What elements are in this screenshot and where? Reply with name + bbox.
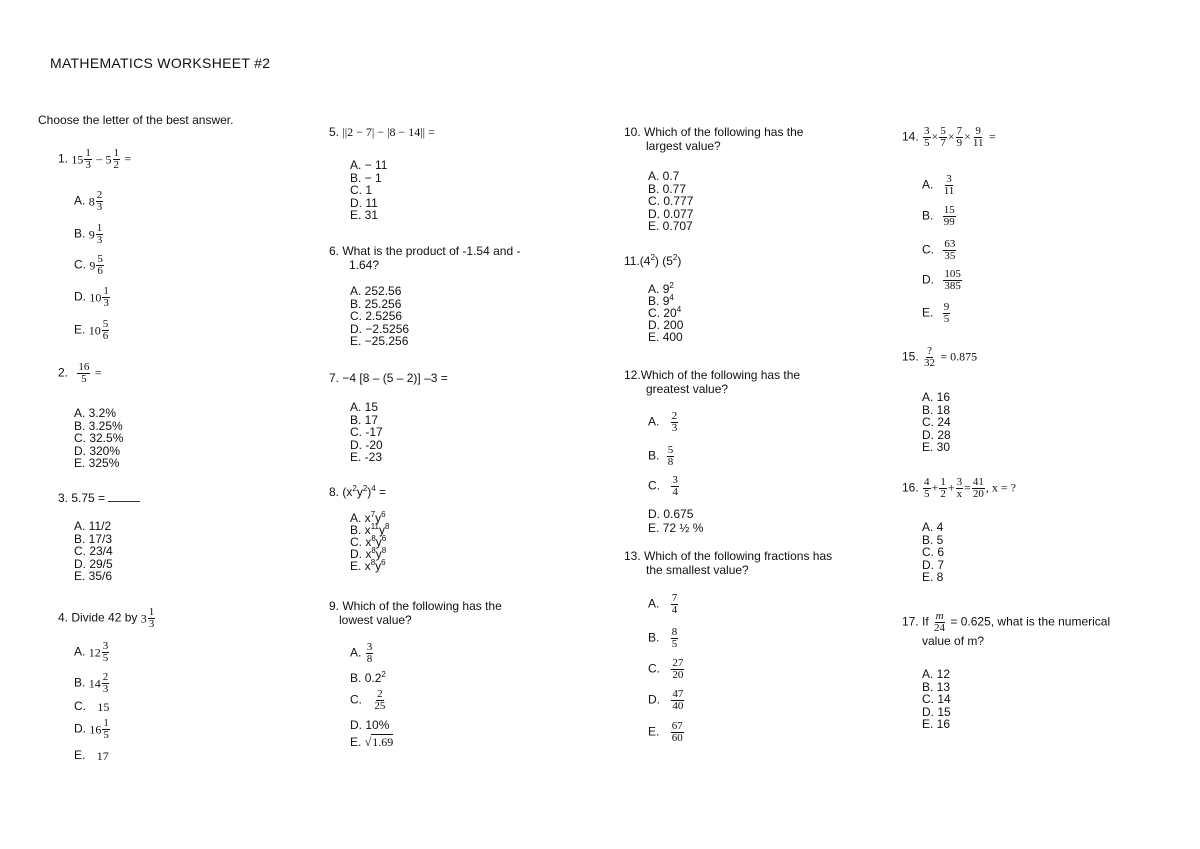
q4-option-c[interactable]: C. 15 xyxy=(74,699,110,714)
q3-option-d[interactable]: D. 29/5 xyxy=(74,556,113,571)
q1-option-a[interactable]: A. 8 $\frac{2}{3}$ xyxy=(74,189,103,213)
q9-option-a[interactable]: A. $\frac{3}{8}$ xyxy=(350,641,373,665)
q14-option-d[interactable]: D. $\frac{105}{385}$ xyxy=(922,268,961,292)
q17-option-d[interactable]: D. 15 xyxy=(922,704,951,719)
q12-option-e[interactable]: E. 72 ½ % xyxy=(648,521,704,535)
q10-options xyxy=(648,170,693,233)
question-5: 5. ||2 − 7| − |8 − 14|| = xyxy=(329,125,435,139)
q3-option-c[interactable]: C. 23/4 xyxy=(74,544,113,558)
q13-option-b[interactable]: B. $\frac{8}{5}$ xyxy=(648,626,678,650)
q7-option-c[interactable]: C. -17 xyxy=(350,425,383,439)
q8-option-c[interactable]: C. $x^8y^6$ xyxy=(350,534,387,549)
q10-option-c[interactable]: C. 0.777 xyxy=(648,194,694,208)
q17-option-e[interactable]: E. 16 xyxy=(922,717,951,731)
q15-options xyxy=(922,391,951,454)
q3-options xyxy=(74,520,113,583)
q5-option-a[interactable]: A. − 11 xyxy=(350,158,388,172)
q17-option-c[interactable]: C. 14 xyxy=(922,692,951,706)
question-9: 9. Which of the following has the lowest value? xyxy=(329,599,502,627)
q7-option-b[interactable]: B. 17 xyxy=(350,412,379,427)
question-12: 12.Which of the following has the greatest value? xyxy=(624,368,801,396)
q7-option-a[interactable]: A. 15 xyxy=(350,400,379,414)
q5-option-e[interactable]: E. 31 xyxy=(350,208,379,222)
q10-option-e[interactable]: E. 0.707 xyxy=(648,219,693,233)
q11-option-d[interactable]: D. 200 xyxy=(648,318,684,332)
q8-option-d[interactable]: D. $x^8y^8$ xyxy=(350,546,387,561)
q16-options xyxy=(922,521,944,584)
q14-option-b[interactable]: B. $\frac{15}{99}$ xyxy=(922,204,955,228)
q2-option-d[interactable]: D. 320% xyxy=(74,443,121,458)
q8-options xyxy=(350,512,389,572)
q6-option-e[interactable]: E. −25.256 xyxy=(350,334,409,348)
q9-option-b[interactable]: B. $0.2^2$ xyxy=(350,670,386,685)
q11-option-e[interactable]: E. 400 xyxy=(648,330,683,344)
q8-option-a[interactable]: A. $x^7y^6$ xyxy=(350,510,386,525)
q7-option-e[interactable]: E. -23 xyxy=(350,450,383,464)
q3-option-e[interactable]: E. 35/6 xyxy=(74,569,113,583)
q11-options xyxy=(648,283,683,343)
q12-option-c[interactable]: C. $\frac{3}{4}$ xyxy=(648,474,678,498)
q11-option-b[interactable]: B. $9^4$ xyxy=(648,293,674,308)
q6-option-a[interactable]: A. 252.56 xyxy=(350,284,402,298)
q15-option-a[interactable]: A. 16 xyxy=(922,390,951,404)
q4-option-e[interactable]: E. 17 xyxy=(74,748,109,763)
q10-option-a[interactable]: A. 0.7 xyxy=(648,169,680,183)
question-15: 15. $\frac{?}{32}$ = 0.875 xyxy=(902,345,978,369)
q5-option-c[interactable]: C. 1 xyxy=(350,183,373,197)
answer-blank xyxy=(108,491,140,502)
worksheet-title: MATHEMATICS WORKSHEET #2 xyxy=(50,55,271,71)
q6-option-c[interactable]: C. 2.5256 xyxy=(350,309,403,323)
q4-option-a[interactable]: A. 12 $\frac{3}{5}$ xyxy=(74,640,109,664)
question-7: 7. −4 [8 – (5 – 2)] –3 = xyxy=(329,371,448,385)
q2-option-e[interactable]: E. 325% xyxy=(74,456,120,470)
q4-option-d[interactable]: D. 16 $\frac{1}{5}$ xyxy=(74,717,109,741)
q6-option-b[interactable]: B. 25.256 xyxy=(350,296,402,311)
question-3: 3. 5.75 = xyxy=(58,491,140,505)
q12-option-d[interactable]: D. 0.675 xyxy=(648,507,694,521)
q2-option-b[interactable]: B. 3.25% xyxy=(74,418,123,433)
question-10: 10. Which of the following has the largest value? xyxy=(624,125,804,153)
q16-option-d[interactable]: D. 7 xyxy=(922,557,945,572)
q13-option-d[interactable]: D. $\frac{47}{40}$ xyxy=(648,688,684,712)
question-1: 1. 15 $\frac{1}{3}$ – 5 $\frac{1}{2}$ = xyxy=(58,147,132,171)
q1-option-b[interactable]: B. 9 $\frac{1}{3}$ xyxy=(74,222,103,246)
q16-option-e[interactable]: E. 8 xyxy=(922,570,944,584)
q7-option-d[interactable]: D. -20 xyxy=(350,437,383,452)
q9-option-e[interactable]: E. √1.69 xyxy=(350,735,394,749)
q14-option-c[interactable]: C. $\frac{63}{35}$ xyxy=(922,238,956,262)
q15-option-d[interactable]: D. 28 xyxy=(922,427,951,442)
q6-options xyxy=(350,285,409,348)
q16-option-b[interactable]: B. 5 xyxy=(922,532,944,547)
q10-option-b[interactable]: B. 0.77 xyxy=(648,181,687,196)
q4-option-b[interactable]: B. 14 $\frac{2}{3}$ xyxy=(74,671,109,695)
question-8: 8. $(x^2y^2)^4$ = xyxy=(329,484,387,499)
q2-options xyxy=(74,407,123,470)
q17-options xyxy=(922,668,951,731)
q13-option-c[interactable]: C. $\frac{27}{20}$ xyxy=(648,657,684,681)
q5-option-b[interactable]: B. − 1 xyxy=(350,170,382,185)
q1-option-c[interactable]: C. 9 $\frac{5}{6}$ xyxy=(74,253,103,277)
q16-option-c[interactable]: C. 6 xyxy=(922,545,945,559)
q7-options xyxy=(350,401,383,464)
q14-option-a[interactable]: A. $\frac{3}{11}$ xyxy=(922,173,955,197)
q9-option-c[interactable]: C. $\frac{2}{25}$ xyxy=(350,688,386,712)
instruction: Choose the letter of the best answer. xyxy=(38,113,234,127)
q12-option-a[interactable]: A. $\frac{2}{3}$ xyxy=(648,410,678,434)
question-6: 6. What is the product of -1.54 and - 1.64? xyxy=(329,244,521,272)
q5-options xyxy=(350,159,387,222)
question-16: 16. $\frac{4}{5}$ + $\frac{1}{2}$ + $\frac{3}{x}$ = $\frac{41}{20}$ , x = ? xyxy=(902,476,1016,500)
q3-option-b[interactable]: B. 17/3 xyxy=(74,531,113,546)
q13-option-e[interactable]: E. $\frac{67}{60}$ xyxy=(648,720,683,744)
q17-option-b[interactable]: B. 13 xyxy=(922,679,951,694)
q8-option-b[interactable]: B. $x^{11}y^8$ xyxy=(350,522,390,537)
q11-option-a[interactable]: A. $9^2$ xyxy=(648,281,674,296)
q2-option-c[interactable]: C. 32.5% xyxy=(74,431,124,445)
q12-option-b[interactable]: B. $\frac{5}{8}$ xyxy=(648,444,674,468)
q6-option-d[interactable]: D. −2.5256 xyxy=(350,321,410,336)
q15-option-b[interactable]: B. 18 xyxy=(922,402,951,417)
question-4: 4. Divide 42 by 3 $\frac{1}{3}$ xyxy=(58,606,155,630)
question-2: 2. $\frac{16}{5}$ = xyxy=(58,361,102,385)
q5-option-d[interactable]: D. 11 xyxy=(350,195,378,210)
q1-option-e[interactable]: E. 10 $\frac{5}{6}$ xyxy=(74,318,109,342)
question-13: 13. Which of the following fractions has the smallest value? xyxy=(624,549,833,577)
q11-option-c[interactable]: C. $20^4$ xyxy=(648,305,682,320)
q14-option-e[interactable]: E. $\frac{9}{5}$ xyxy=(922,301,950,325)
question-11: $11.(4^2)$ $(5^2)$ xyxy=(624,253,682,268)
q3-option-a[interactable]: A. 11/2 xyxy=(74,519,112,533)
q13-option-a[interactable]: A. $\frac{7}{4}$ xyxy=(648,592,678,616)
q15-option-c[interactable]: C. 24 xyxy=(922,415,951,429)
q1-option-d[interactable]: D. 10 $\frac{1}{3}$ xyxy=(74,285,109,309)
q8-option-e[interactable]: E. $x^8y^6$ xyxy=(350,558,386,573)
q16-option-a[interactable]: A. 4 xyxy=(922,520,944,534)
q17-option-a[interactable]: A. 12 xyxy=(922,667,951,681)
question-17: 17. If $\frac{m}{24}$ = 0.625, what is the numerical value of m? xyxy=(902,610,1111,648)
q15-option-e[interactable]: E. 30 xyxy=(922,440,951,454)
q2-option-a[interactable]: A. 3.2% xyxy=(74,406,117,420)
q9-option-d[interactable]: D. 10% xyxy=(350,718,390,732)
q10-option-d[interactable]: D. 0.077 xyxy=(648,206,694,221)
question-14: 14. $\frac{3}{5}$ × $\frac{5}{7}$ × $\frac{7}{9}$ × $\frac{9}{11}$ = xyxy=(902,125,996,149)
